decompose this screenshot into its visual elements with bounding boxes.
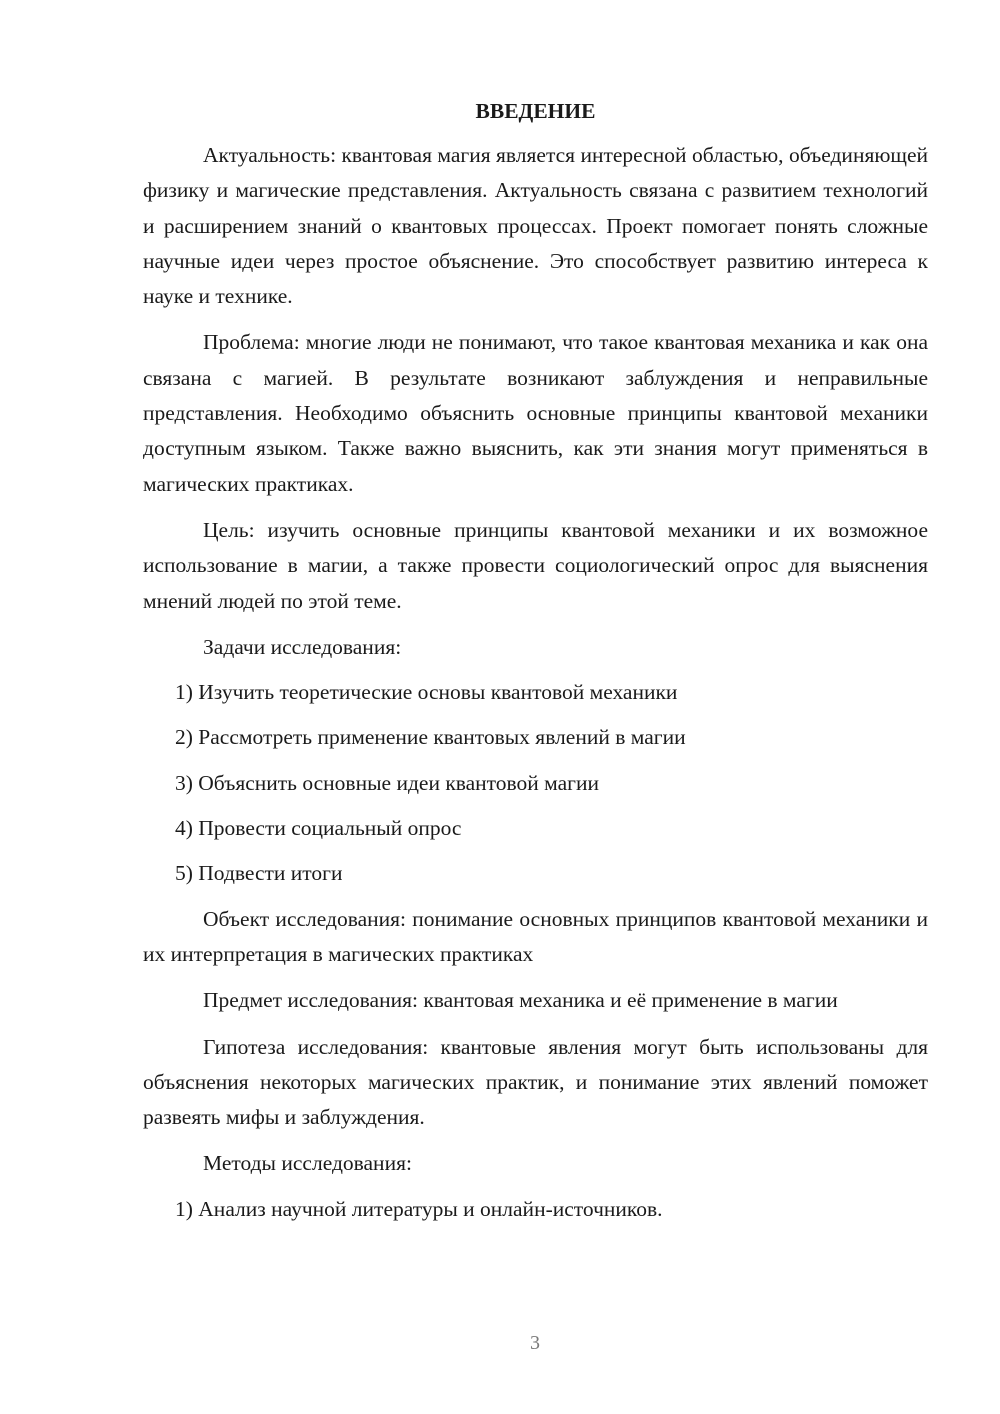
page-number: 3: [530, 1332, 540, 1354]
method-item: 1) Анализ научной литературы и онлайн-источников.: [175, 1196, 663, 1221]
task-item: 1) Изучить теоретические основы квантовой механики: [175, 680, 678, 705]
hypothesis-paragraph: Гипотеза исследования: квантовые явления могут быть использованы для объяснения некоторых магических практик, и понимание этих явлений поможет развеять мифы и заблуждения.: [143, 1034, 928, 1130]
methods-label: Методы исследования:: [203, 1151, 412, 1176]
page-content: [143, 96, 928, 1237]
section-title: ВВЕДЕНИЕ: [475, 99, 596, 123]
problem-paragraph: Проблема: многие люди не понимают, что такое квантовая механика и как она связана с магией. В результате возникают заблуждения и неправильные представления. Необходимо объяснить основные принципы квантовой механики доступным языком. Также важно выяснить, как эти знания могут применяться в магических практиках.: [143, 330, 928, 496]
tasks-label: Задачи исследования:: [203, 634, 402, 659]
object-paragraph: Объект исследования: понимание основных принципов квантовой механики и их интерпретация в магических практиках: [143, 906, 928, 966]
subject-paragraph: Предмет исследования: квантовая механика и её применение в магии: [203, 988, 838, 1013]
task-item: 5) Подвести итоги: [175, 861, 343, 886]
task-item: 2) Рассмотреть применение квантовых явлений в магии: [175, 725, 686, 750]
task-item: 3) Объяснить основные идеи квантовой магии: [175, 770, 600, 795]
task-item: 4) Провести социальный опрос: [175, 816, 462, 841]
relevance-paragraph: Актуальность: квантовая магия является интересной областью, объединяющей физику и магические представления. Актуальность связана с развитием технологий и расширением знаний о квантовых процессах. Проект помогает понять сложные научные идеи через простое объяснение. Это способствует развитию интереса к науке и технике.: [143, 143, 928, 309]
goal-paragraph: Цель: изучить основные принципы квантовой механики и их возможное использование в магии, а также провести социологический опрос для выяснения мнений людей по этой теме.: [143, 517, 928, 613]
